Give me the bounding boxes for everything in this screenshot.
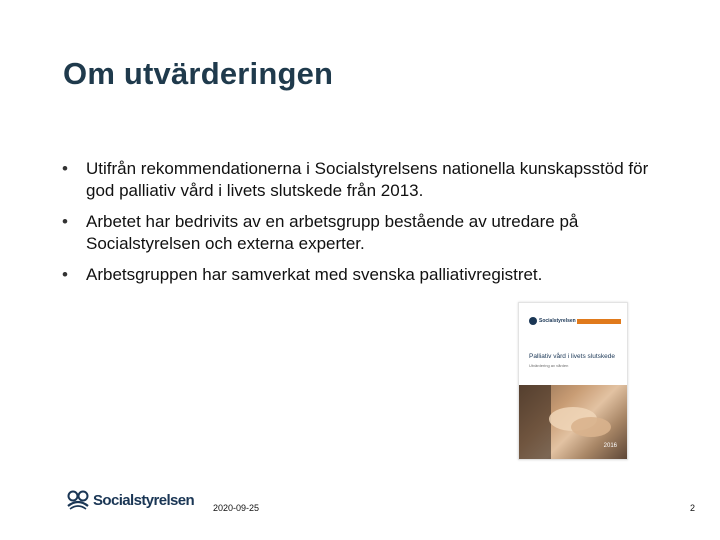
- slide-title: Om utvärderingen: [63, 56, 334, 91]
- cover-logo-text: Socialstyrelsen: [539, 318, 576, 324]
- cover-accent-bar: [577, 319, 621, 324]
- page-number: 2: [689, 503, 695, 513]
- footer-logo-text: Socialstyrelsen: [93, 491, 195, 509]
- footer-logo: [66, 490, 194, 510]
- footer-date: 2020-09-25: [213, 503, 260, 513]
- bullet-icon: •: [62, 212, 68, 231]
- cover-photo: [519, 385, 627, 459]
- bullet-item: [62, 264, 662, 286]
- bullet-icon: •: [62, 265, 68, 284]
- cover-logo: [529, 317, 576, 325]
- bullet-text: Arbetsgruppen har samverkat med svenska palliativregistret.: [86, 265, 543, 284]
- cover-logo-icon: [529, 317, 537, 325]
- bullet-item: [62, 158, 662, 202]
- cover-year: 2016: [603, 443, 617, 449]
- socialstyrelsen-logo-icon: [66, 490, 90, 510]
- cover-title: Palliativ vård i livets slutskede: [529, 353, 615, 360]
- bullet-text: Utifrån rekommendationerna i Socialstyrelsens nationella kunskapsstöd för god palliativ vård i livets slutskede från 2013.: [86, 159, 649, 200]
- cover-subtitle: Utvärdering av vården: [529, 363, 569, 368]
- bullet-item: [62, 211, 662, 255]
- bullet-icon: •: [62, 159, 68, 178]
- bullet-list: [62, 158, 662, 295]
- bullet-text: Arbetet har bedrivits av en arbetsgrupp bestående av utredare på Socialstyrelsen och externa experter.: [86, 212, 579, 253]
- report-cover-image: [518, 302, 628, 460]
